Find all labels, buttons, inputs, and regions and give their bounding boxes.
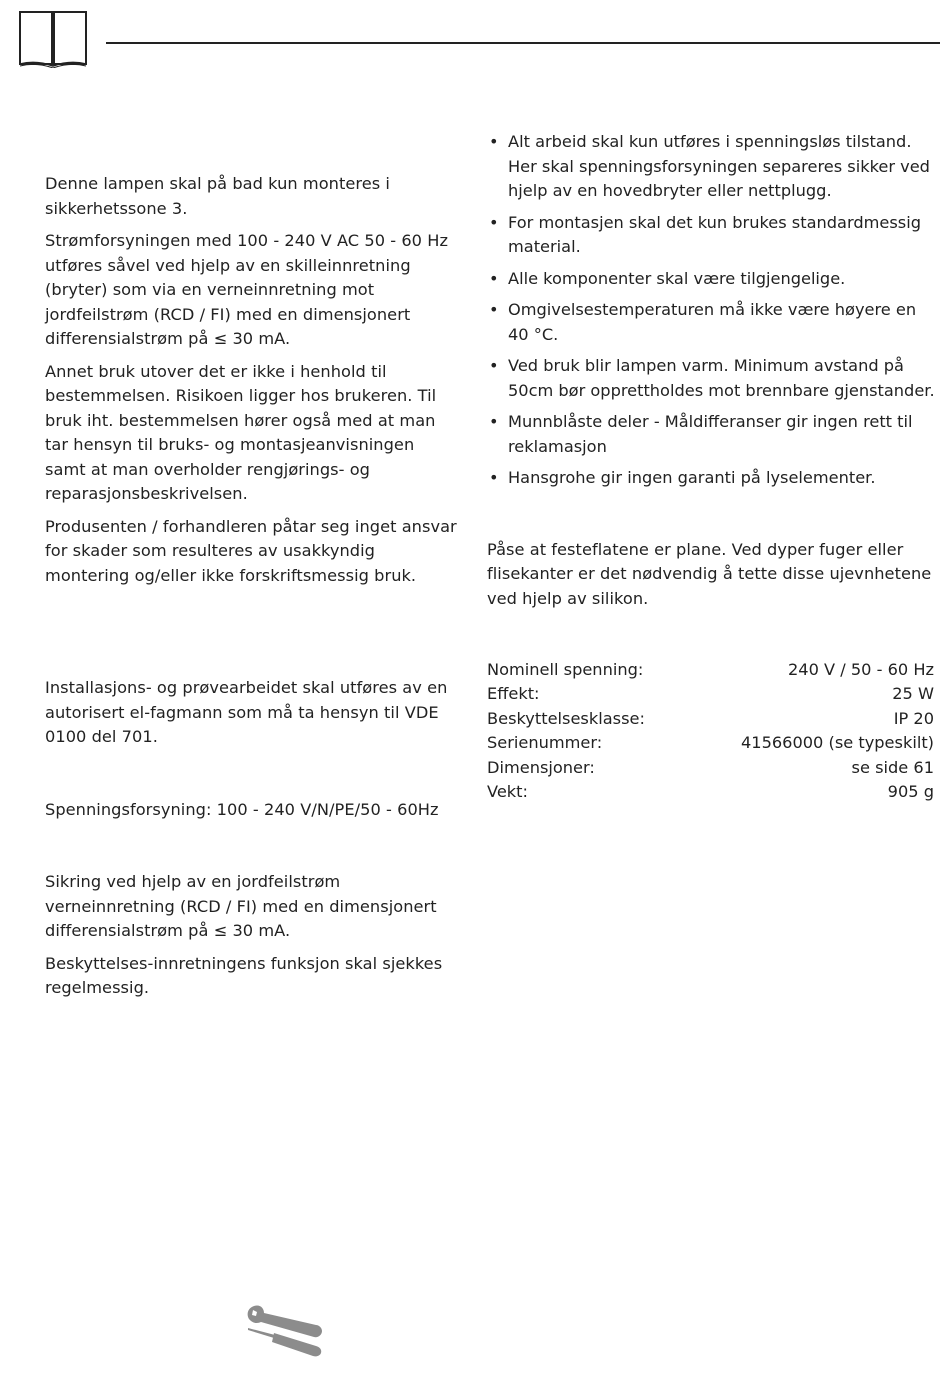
list-item: • Alle komponenter skal være tilgjengelige.	[489, 268, 846, 288]
power-supply-paragraph: Strømforsyningen med 100 - 240 V AC 50 - 60 Hz utføres såvel ved hjelp av en skilleinnretning (bryter) som via en verneinnretning mot jordfeilstrøm (RCD / FI) med en dimensjonert differensialstrøm på ≤ 30 mA.	[45, 231, 448, 348]
table-row	[487, 707, 934, 731]
wrench-screwdriver-icon	[244, 1300, 326, 1358]
spec-value: se side 61	[851, 757, 934, 777]
list-item: • Alt arbeid skal kun utføres i spenningsløs tilstand. Her skal spenningsforsyningen separeres sikker ved hjelp av en hovedbryter eller nettplugg.	[489, 132, 930, 200]
spec-label: Serienummer:	[487, 733, 603, 753]
open-book-icon	[18, 10, 88, 68]
spec-label: Beskyttelsesklasse:	[487, 708, 645, 728]
liability-paragraph: Produsenten / forhandleren påtar seg inget ansvar for skader som resulteres av usakkyndig montering og/eller ikke forskriftsmessig bruk.	[45, 516, 457, 585]
table-row	[487, 731, 934, 755]
right-column	[487, 130, 937, 804]
header-rule	[106, 42, 940, 44]
table-row	[487, 756, 934, 780]
table-row	[487, 658, 934, 682]
list-item: • Munnblåste deler - Måldifferanser gir ingen rett til reklamasjon	[489, 412, 913, 456]
installation-paragraph: Installasjons- og prøvearbeidet skal utføres av en autorisert el-fagmann som må ta hensyn til VDE 0100 del 701.	[45, 678, 448, 746]
spec-value: 240 V / 50 - 60 Hz	[787, 660, 934, 679]
safety-zone-paragraph: Denne lampen skal på bad kun monteres i sikkerhetssone 3.	[45, 174, 390, 218]
list-item: • For montasjen skal det kun brukes standardmessig material.	[489, 212, 921, 256]
list-item: • Omgivelsestemperaturen må ikke være høyere en 40 °C.	[489, 300, 917, 344]
spec-value: IP 20	[893, 708, 934, 728]
list-item: • Ved bruk blir lampen varm. Minimum avstand på 50cm bør opprettholdes mot brennbare gjenstander.	[489, 356, 935, 400]
safety-bullet-list	[487, 130, 937, 491]
spec-label: Dimensjoner:	[487, 757, 595, 777]
left-column	[45, 172, 460, 1009]
spec-label: Nominell spenning:	[487, 660, 644, 679]
protection-check-paragraph: Beskyttelses-innretningens funksjon skal sjekkes regelmessig.	[45, 953, 443, 997]
technical-data-table	[487, 658, 934, 804]
spec-value: 905 g	[887, 782, 934, 802]
table-row	[487, 780, 934, 804]
spec-value: 41566000 (se typeskilt)	[740, 733, 934, 753]
list-item: • Hansgrohe gir ingen garanti på lyselementer.	[489, 468, 876, 487]
table-row	[487, 682, 934, 706]
spec-label: Effekt:	[487, 684, 540, 704]
mounting-surface-paragraph: Påse at festeflatene er plane. Ved dyper fuger eller flisekanter er det nødvendig å tette disse ujevnhetene ved hjelp av silikon.	[487, 539, 932, 608]
intended-use-paragraph: Annet bruk utover det er ikke i henhold til bestemmelsen. Risikoen ligger hos brukeren. Til bruk iht. bestemmelsen hører også med at man tar hensyn til bruks- og montasjeanvisningen samt at man overholder rengjørings- og reparasjonsbeskrivelsen.	[45, 361, 437, 503]
spec-label: Vekt:	[487, 782, 528, 802]
voltage-supply-paragraph: Spenningsforsyning: 100 - 240 V/N/PE/50 - 60Hz	[45, 799, 439, 819]
spec-value: 25 W	[892, 684, 934, 704]
rcd-protection-paragraph: Sikring ved hjelp av en jordfeilstrøm verneinnretning (RCD / FI) med en dimensjonert differensialstrøm på ≤ 30 mA.	[45, 872, 437, 940]
